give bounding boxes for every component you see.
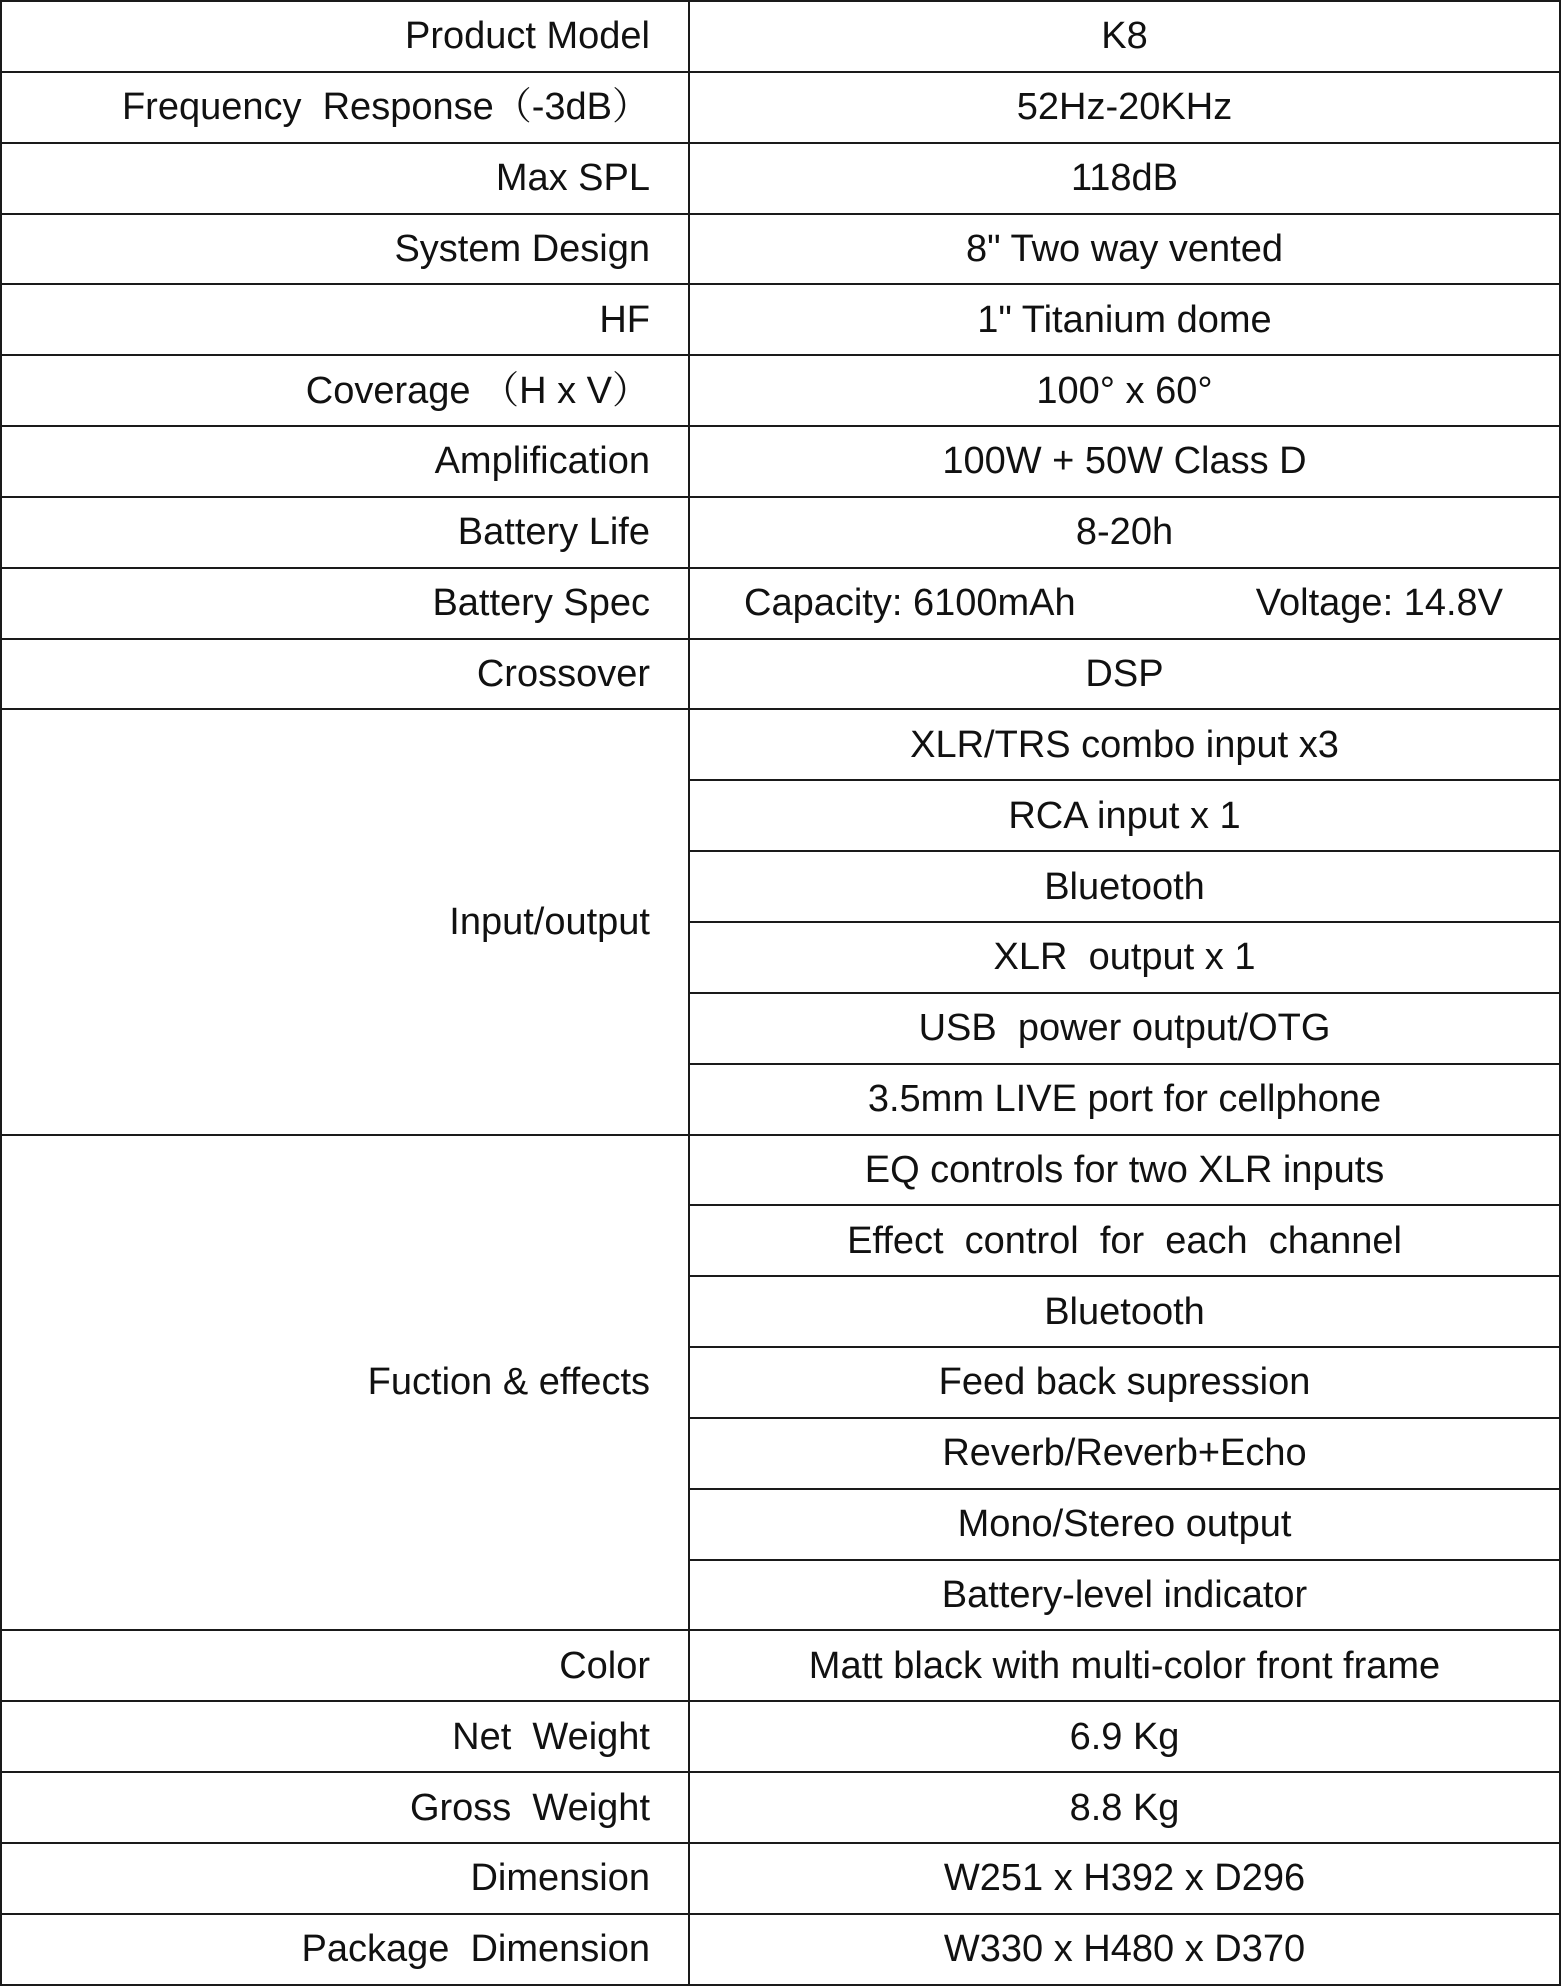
spec-group-label: Input/output (1, 709, 689, 1134)
spec-row-battery-life (1, 497, 1560, 568)
spec-label: Package Dimension (1, 1914, 689, 1985)
spec-value: 52Hz-20KHz (689, 72, 1560, 143)
spec-row-function-effects (1, 1135, 1560, 1206)
spec-label: HF (1, 284, 689, 355)
spec-value: W330 x H480 x D370 (689, 1914, 1560, 1985)
spec-value: EQ controls for two XLR inputs (689, 1135, 1560, 1206)
spec-label: Color (1, 1630, 689, 1701)
battery-capacity: Capacity: 6100mAh (744, 582, 1076, 625)
spec-value: Bluetooth (689, 1276, 1560, 1347)
spec-row-package-dimension (1, 1914, 1560, 1985)
spec-row-gross-weight (1, 1772, 1560, 1843)
spec-group-label: Fuction & effects (1, 1135, 689, 1631)
spec-label: Net Weight (1, 1701, 689, 1772)
spec-label: Crossover (1, 639, 689, 710)
spec-label: Product Model (1, 1, 689, 72)
spec-value: 8" Two way vented (689, 214, 1560, 285)
spec-label: Max SPL (1, 143, 689, 214)
spec-value: W251 x H392 x D296 (689, 1843, 1560, 1914)
spec-label: System Design (1, 214, 689, 285)
spec-value: XLR output x 1 (689, 922, 1560, 993)
spec-row-battery-spec (1, 568, 1560, 639)
spec-row-crossover (1, 639, 1560, 710)
spec-value: 8-20h (689, 497, 1560, 568)
spec-row-net-weight (1, 1701, 1560, 1772)
battery-spec-split (690, 582, 1559, 625)
spec-label: Frequency Response（-3dB） (1, 72, 689, 143)
spec-value-battery-spec (689, 568, 1560, 639)
spec-label: Amplification (1, 426, 689, 497)
spec-value: 8.8 Kg (689, 1772, 1560, 1843)
spec-row-system-design (1, 214, 1560, 285)
spec-value: XLR/TRS combo input x3 (689, 709, 1560, 780)
spec-label: Battery Life (1, 497, 689, 568)
spec-row-coverage (1, 355, 1560, 426)
spec-label: Battery Spec (1, 568, 689, 639)
spec-label: Dimension (1, 1843, 689, 1914)
spec-value: 100W + 50W Class D (689, 426, 1560, 497)
spec-row-dimension (1, 1843, 1560, 1914)
spec-value: 100° x 60° (689, 355, 1560, 426)
spec-value: 3.5mm LIVE port for cellphone (689, 1064, 1560, 1135)
spec-row-max-spl (1, 143, 1560, 214)
spec-row-frequency-response (1, 72, 1560, 143)
spec-value: 1" Titanium dome (689, 284, 1560, 355)
spec-value: 118dB (689, 143, 1560, 214)
spec-value: Battery-level indicator (689, 1560, 1560, 1631)
spec-value: Reverb/Reverb+Echo (689, 1418, 1560, 1489)
spec-value: RCA input x 1 (689, 780, 1560, 851)
spec-row-hf (1, 284, 1560, 355)
spec-row-amplification (1, 426, 1560, 497)
spec-value: K8 (689, 1, 1560, 72)
spec-value: DSP (689, 639, 1560, 710)
spec-row-input-output (1, 709, 1560, 780)
spec-row-color (1, 1630, 1560, 1701)
spec-row-product-model (1, 1, 1560, 72)
spec-value: Feed back supression (689, 1347, 1560, 1418)
spec-value: Mono/Stereo output (689, 1489, 1560, 1560)
spec-label: Gross Weight (1, 1772, 689, 1843)
spec-value: Matt black with multi-color front frame (689, 1630, 1560, 1701)
spec-label: Coverage （H x V） (1, 355, 689, 426)
battery-voltage: Voltage: 14.8V (1255, 582, 1503, 625)
spec-value: Bluetooth (689, 851, 1560, 922)
spec-value: USB power output/OTG (689, 993, 1560, 1064)
spec-value: 6.9 Kg (689, 1701, 1560, 1772)
spec-value: Effect control for each channel (689, 1205, 1560, 1276)
